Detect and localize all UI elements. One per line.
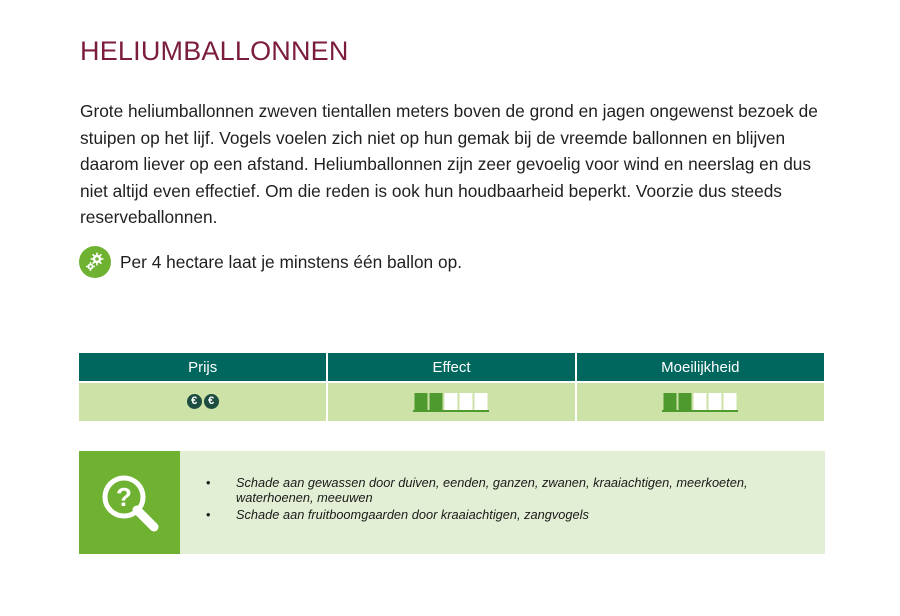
rating-bar-empty [694,393,707,410]
list-item [206,475,766,505]
header-effect: Effect [327,353,575,382]
rating-bar-empty [475,393,488,410]
bullet: • [206,507,211,522]
info-list [206,475,766,524]
gears-icon [79,246,111,278]
info-box [79,451,825,554]
difficulty-rating-bars [660,391,740,413]
list-item-text: Schade aan gewassen door duiven, eenden, ganzen, zwanen, kraaiachtigen, meerkoeten, waterhoenen, meeuwen [236,475,748,505]
effect-rating-bars [411,391,491,413]
tip-row [79,246,462,278]
rating-bar-filled [415,393,428,410]
page-title: HELIUMBALLONNEN [80,36,349,66]
svg-text:?: ? [115,481,132,512]
tip-text: Per 4 hectare laat je minstens één ballon op. [120,251,462,272]
rating-bar-empty [460,393,473,410]
difficulty-cell [576,382,824,421]
rating-table [79,353,824,421]
magnifier-question-icon [98,471,162,535]
rating-bar-filled [664,393,677,410]
rating-bar-filled [679,393,692,410]
euro-icon: € [204,394,219,409]
list-item-text: Schade aan fruitboomgaarden door kraaiachtigen, zangvogels [236,507,589,522]
intro-paragraph: Grote heliumballonnen zweven tientallen meters boven de grond en jagen ongewenst bezoek de stuipen op het lijf. Vogels voelen zich niet op hun gemak bij de vreemde ballonnen en blijven daarom liever op een afstand. Heliumballonnen zijn zeer gevoelig voor wind en neerslag en dus niet altijd even effectief. Om die reden is ook hun houdbaarheid beperkt. Voorzie dus steeds reserveballonnen. [80,101,818,227]
price-cell [79,382,327,421]
rating-bar-empty [724,393,737,410]
header-difficulty: Moeilijkheid [576,353,824,382]
euro-icon: € [187,394,202,409]
price-rating [187,394,219,409]
header-price: Prijs [79,353,327,382]
list-item [206,507,766,522]
bullet: • [206,475,211,490]
rating-bar-empty [445,393,458,410]
rating-baseline [662,410,738,412]
rating-baseline [413,410,489,412]
info-icon-panel [79,451,180,554]
rating-bar-filled [430,393,443,410]
rating-bar-empty [709,393,722,410]
effect-cell [327,382,575,421]
